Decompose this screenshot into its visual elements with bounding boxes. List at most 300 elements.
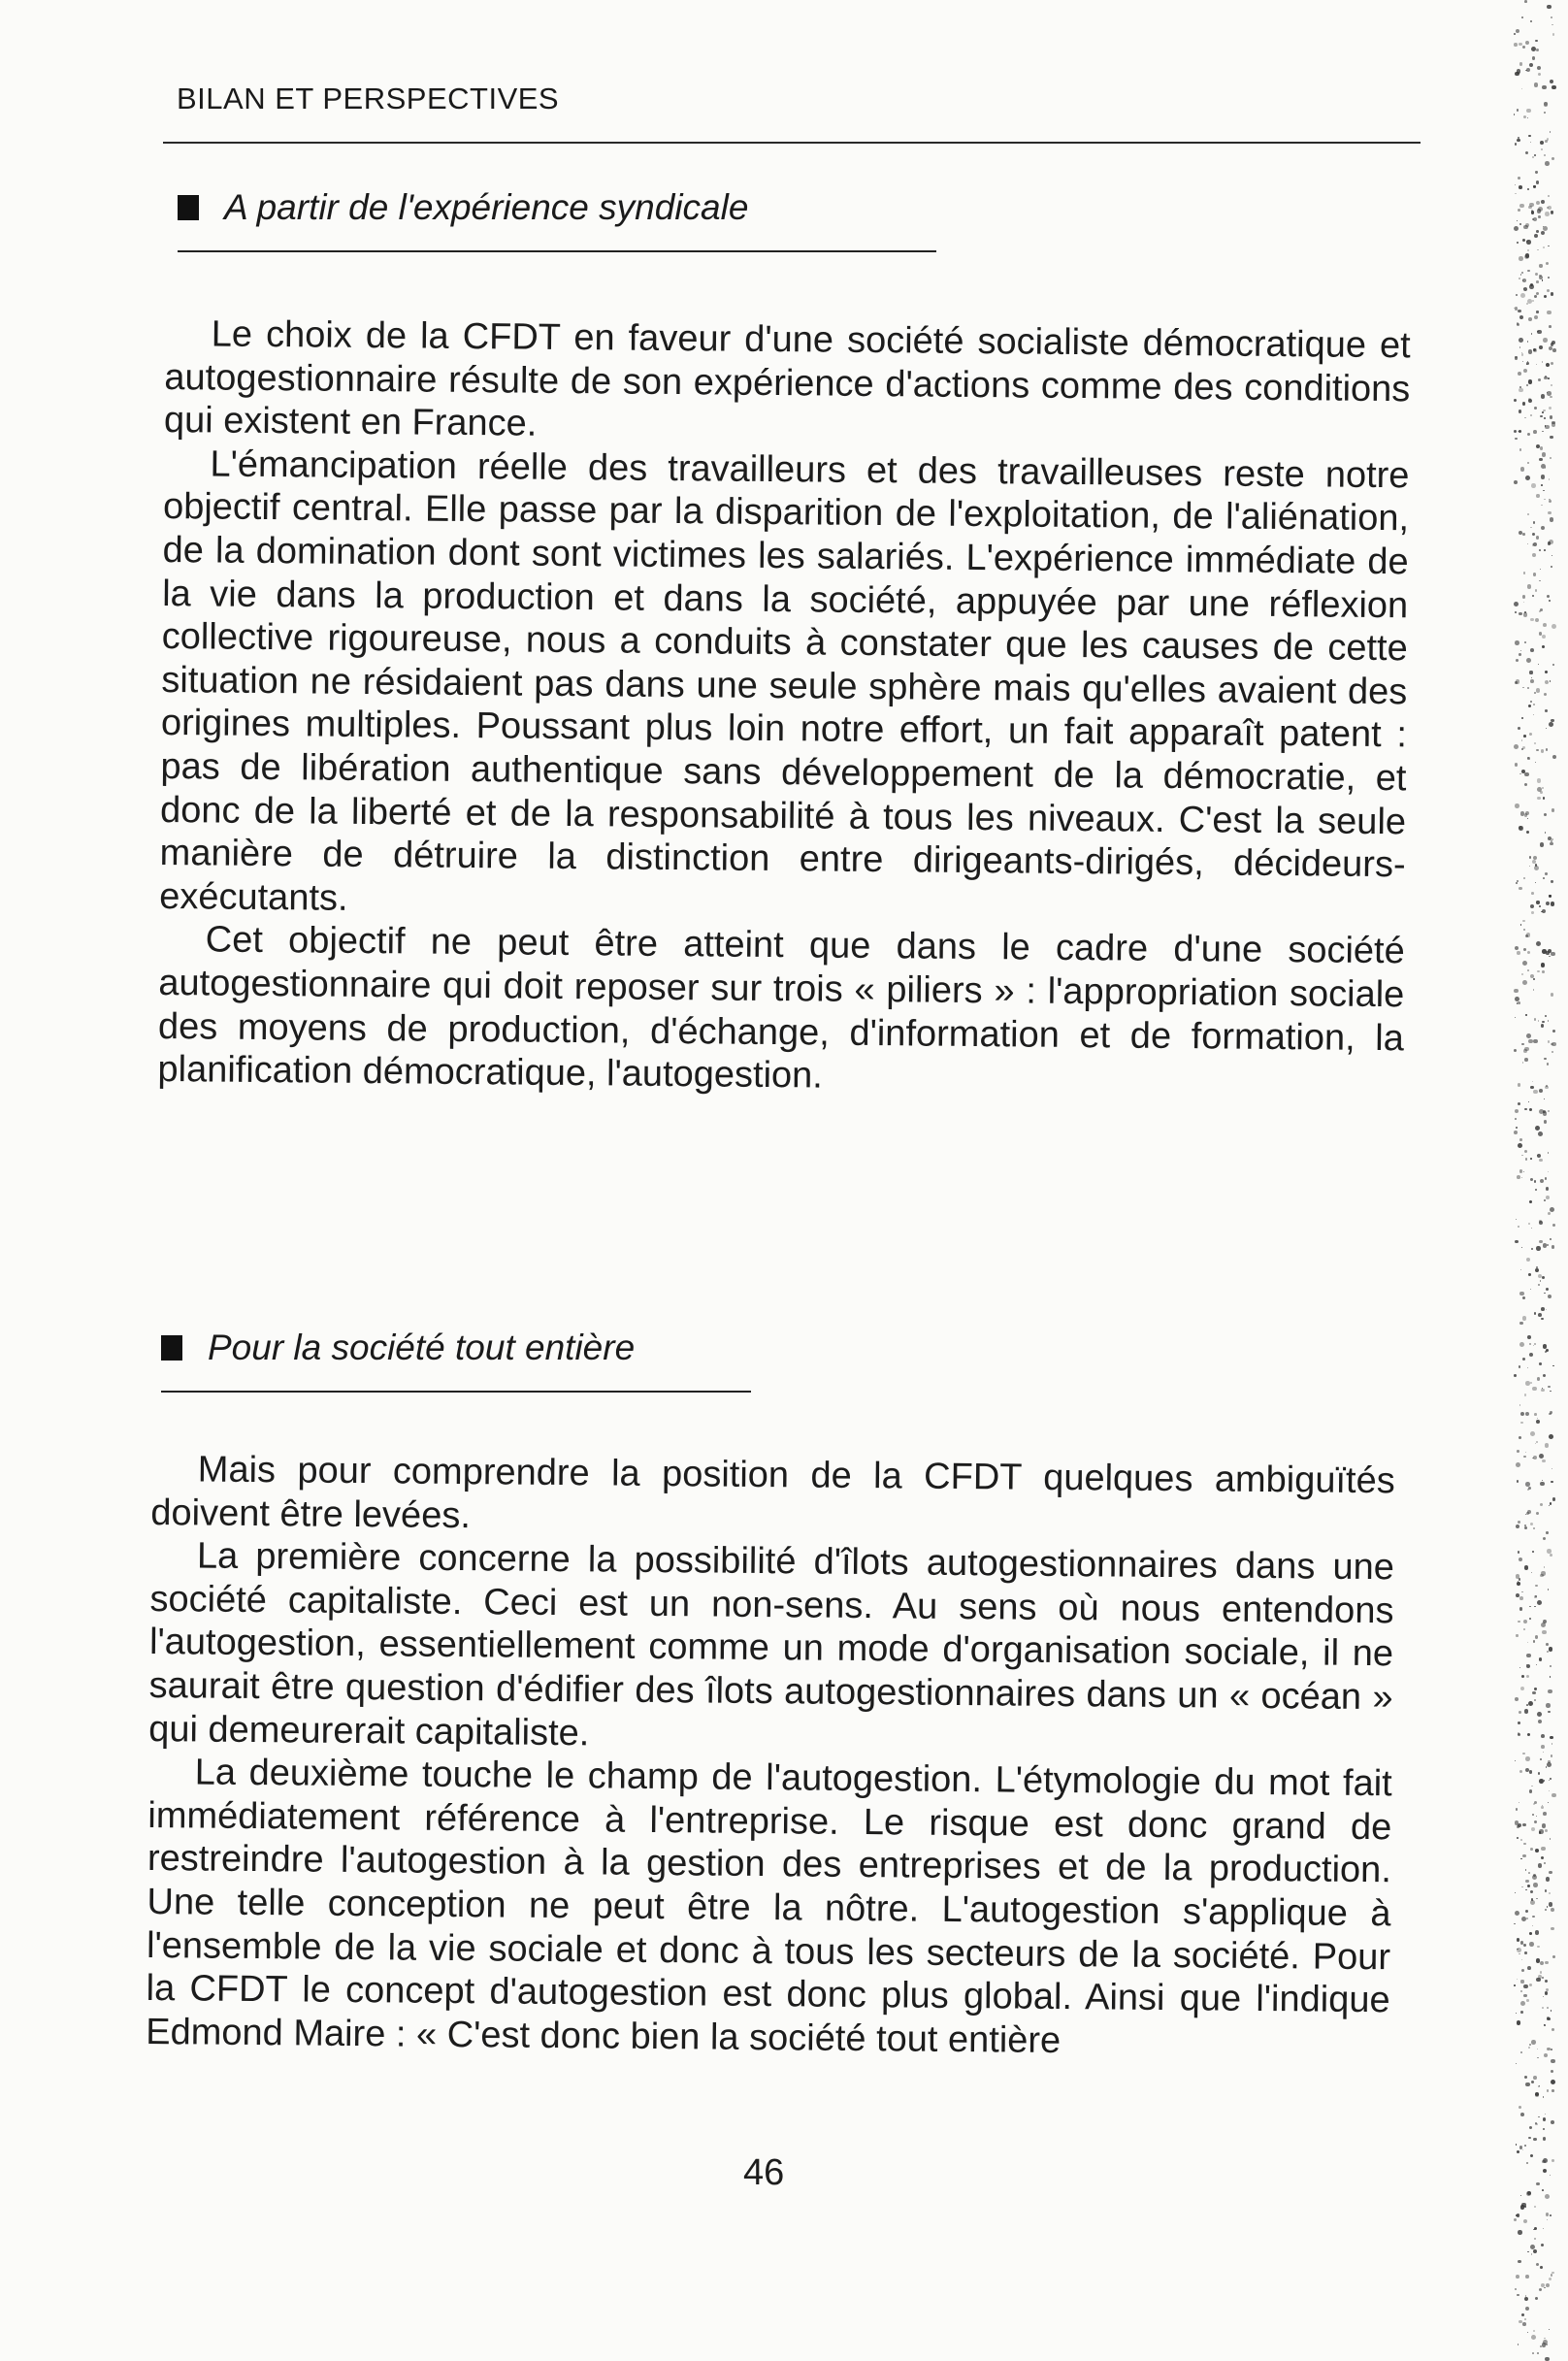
scan-speck — [1552, 157, 1554, 160]
scan-speck — [1552, 33, 1554, 35]
scan-speck — [1518, 177, 1520, 180]
scan-speck — [1518, 372, 1521, 376]
scan-speck — [1522, 687, 1524, 689]
scan-speck — [1520, 2001, 1525, 2006]
scan-speck — [1519, 826, 1523, 831]
scan-speck — [1544, 1566, 1545, 1567]
scan-speck — [1548, 1040, 1551, 1043]
scan-speck — [1547, 1651, 1549, 1653]
scan-speck — [1530, 20, 1533, 23]
scan-speck — [1536, 280, 1539, 283]
scan-speck — [1530, 618, 1534, 622]
scan-speck — [1539, 1089, 1543, 1093]
scan-speck — [1518, 209, 1520, 212]
scan-speck — [1535, 273, 1538, 276]
scan-speck — [1536, 941, 1541, 946]
scan-speck — [1526, 384, 1528, 386]
scan-speck — [1533, 2249, 1537, 2253]
scan-speck — [1536, 49, 1539, 51]
scan-speck — [1551, 2070, 1553, 2073]
scan-speck — [1545, 212, 1549, 215]
scan-speck — [1541, 1623, 1546, 1627]
scan-speck — [1528, 135, 1530, 137]
scan-speck — [1519, 887, 1521, 890]
heading-square-icon — [178, 195, 199, 220]
scan-speck — [1545, 2357, 1550, 2361]
scan-speck — [1533, 1090, 1538, 1095]
scan-speck — [1542, 1977, 1544, 1979]
scan-speck — [1523, 1843, 1526, 1846]
scan-speck — [1517, 109, 1519, 111]
scan-speck — [1543, 1812, 1547, 1816]
scan-speck — [1548, 277, 1550, 279]
scan-speck — [1538, 1863, 1543, 1868]
scan-speck — [1525, 2307, 1529, 2311]
scan-speck — [1516, 294, 1518, 296]
scan-speck — [1514, 1984, 1516, 1986]
scan-speck — [1527, 270, 1530, 273]
scan-speck — [1528, 399, 1532, 403]
scan-speck — [1547, 2048, 1550, 2050]
scan-speck — [1525, 1756, 1530, 1761]
scan-speck — [1528, 2137, 1530, 2139]
scan-speck — [1539, 264, 1542, 267]
scan-speck — [1521, 739, 1522, 740]
scan-speck — [1534, 2227, 1537, 2230]
scan-speck — [1545, 1980, 1548, 1983]
scan-speck — [1521, 1886, 1522, 1887]
scan-speck — [1537, 249, 1539, 251]
scan-speck — [1538, 1020, 1539, 1021]
scan-speck — [1543, 623, 1547, 627]
scan-speck — [1522, 533, 1525, 536]
scan-speck — [1515, 193, 1517, 195]
scan-speck — [1538, 1313, 1542, 1317]
scan-speck — [1519, 1322, 1523, 1326]
section-heading-text: A partir de l'expérience syndicale — [224, 187, 749, 227]
scan-speck — [1552, 624, 1556, 629]
scan-speck — [1520, 924, 1521, 925]
scan-speck — [1544, 2053, 1548, 2057]
scan-speck — [1533, 573, 1537, 576]
scan-speck — [1524, 1951, 1527, 1954]
scan-speck — [1543, 2169, 1547, 2173]
scan-speck — [1536, 749, 1539, 752]
scan-speck — [1546, 1288, 1549, 1291]
scan-speck — [1546, 1349, 1549, 1352]
scan-speck — [1551, 952, 1554, 956]
scan-speck — [1525, 2082, 1530, 2087]
scan-speck — [1534, 1820, 1537, 1823]
scan-speck — [1516, 2063, 1517, 2064]
scan-speck — [1542, 970, 1545, 973]
scan-speck — [1521, 1591, 1522, 1592]
scan-speck — [1548, 1711, 1551, 1714]
scan-speck — [1536, 311, 1538, 312]
scan-speck — [1549, 500, 1552, 503]
page-number: 46 — [743, 2152, 785, 2193]
scan-speck — [1521, 1247, 1522, 1248]
scan-speck — [1544, 112, 1546, 114]
scan-speck — [1536, 688, 1540, 692]
scan-speck — [1551, 16, 1552, 18]
scan-speck — [1538, 1772, 1540, 1774]
scan-speck — [1520, 1990, 1522, 1992]
scan-speck — [1535, 589, 1538, 592]
scan-speck — [1550, 1502, 1552, 1504]
scan-speck — [1521, 1959, 1522, 1960]
scan-speck — [1552, 1030, 1555, 1033]
scan-speck — [1537, 970, 1540, 973]
scan-speck — [1548, 1171, 1549, 1172]
scan-speck — [1535, 762, 1536, 763]
scan-speck — [1548, 511, 1552, 515]
scan-speck — [1548, 1020, 1550, 1022]
scan-speck — [1517, 1480, 1519, 1482]
scan-speck — [1532, 1551, 1534, 1553]
scan-speck — [1541, 749, 1545, 753]
scan-speck — [1537, 2057, 1538, 2058]
scan-speck — [1527, 584, 1532, 589]
scan-speck — [1518, 1143, 1522, 1148]
scan-speck — [1518, 1722, 1520, 1724]
scan-speck — [1534, 1180, 1536, 1182]
scan-speck — [1524, 1565, 1528, 1569]
scan-speck — [1551, 2010, 1552, 2012]
scan-speck — [1529, 284, 1533, 288]
scan-speck — [1519, 315, 1523, 319]
scan-speck — [1519, 2146, 1523, 2149]
scan-speck — [1534, 82, 1539, 87]
scan-speck — [1514, 1923, 1516, 1925]
scan-speck — [1547, 1063, 1550, 1066]
scan-speck — [1534, 1606, 1535, 1607]
scan-speck — [1544, 295, 1547, 298]
scan-speck — [1531, 1898, 1534, 1901]
scan-speck — [1521, 1917, 1526, 1921]
scan-speck — [1546, 1643, 1549, 1646]
scan-speck — [1519, 410, 1521, 412]
scan-speck — [1529, 733, 1532, 736]
scan-speck — [1514, 43, 1518, 47]
scan-speck — [1531, 2081, 1534, 2083]
scan-speck — [1547, 1906, 1548, 1907]
scan-speck — [1541, 200, 1545, 204]
scan-speck — [1530, 1523, 1533, 1525]
scan-speck — [1519, 1578, 1520, 1580]
scan-speck — [1541, 1307, 1545, 1311]
scan-speck — [1517, 322, 1519, 325]
scan-speck — [1515, 1118, 1517, 1120]
scan-speck — [1552, 1042, 1556, 1047]
scan-speck — [1536, 1664, 1537, 1665]
scan-speck — [1543, 2228, 1544, 2229]
scan-speck — [1550, 457, 1552, 459]
scan-speck — [1517, 1582, 1520, 1586]
scan-speck — [1529, 671, 1532, 673]
scan-speck — [1520, 2113, 1524, 2116]
scan-speck — [1528, 1039, 1533, 1044]
running-head-rule — [163, 142, 1421, 144]
scan-speck — [1542, 635, 1546, 639]
scan-speck — [1525, 1158, 1528, 1161]
scan-speck — [1535, 171, 1537, 173]
scan-speck — [1536, 2263, 1539, 2266]
scan-speck — [1515, 1017, 1516, 1018]
scan-speck — [1524, 1108, 1527, 1111]
scan-speck — [1541, 963, 1545, 967]
scan-speck — [1531, 1248, 1533, 1250]
scan-speck — [1531, 2335, 1536, 2340]
scan-speck — [1532, 533, 1535, 536]
scan-speck — [1533, 1039, 1538, 1044]
scan-speck — [1530, 2154, 1533, 2157]
scan-speck — [1527, 188, 1529, 190]
scan-speck — [1548, 1212, 1551, 1215]
scan-speck — [1514, 114, 1515, 115]
scan-speck — [1523, 612, 1527, 616]
scan-speck — [1526, 109, 1531, 114]
scan-speck — [1524, 2076, 1527, 2079]
scan-speck — [1544, 2287, 1545, 2288]
section-body-experience — [157, 312, 1411, 1103]
scan-speck — [1514, 430, 1517, 433]
scan-speck — [1530, 1158, 1532, 1160]
scan-speck — [1549, 2329, 1550, 2330]
scan-speck — [1540, 608, 1543, 611]
scan-speck — [1524, 2206, 1526, 2208]
scan-speck — [1519, 43, 1521, 46]
scan-speck — [1544, 154, 1546, 156]
scan-speck — [1542, 1021, 1544, 1023]
scan-speck — [1522, 1296, 1526, 1300]
scan-speck — [1514, 744, 1519, 749]
scan-speck — [1536, 1816, 1537, 1817]
scan-speck — [1547, 1549, 1551, 1553]
scan-speck — [1521, 2313, 1524, 2316]
scan-speck — [1519, 278, 1520, 279]
scan-speck — [1545, 1909, 1547, 1911]
scan-speck — [1535, 882, 1536, 883]
scan-speck — [1523, 877, 1525, 879]
scan-speck — [1545, 1086, 1548, 1089]
scan-speck — [1526, 364, 1527, 365]
scan-speck — [1518, 727, 1520, 730]
scan-speck — [1524, 1526, 1528, 1530]
scan-speck — [1526, 1999, 1529, 2002]
scan-speck — [1529, 856, 1532, 859]
scan-speck — [1525, 475, 1530, 480]
scan-speck — [1517, 2020, 1521, 2025]
scan-speck — [1552, 348, 1556, 352]
scan-speck — [1552, 1245, 1554, 1248]
scan-speck — [1542, 85, 1546, 89]
scan-speck — [1528, 317, 1532, 321]
scan-speck — [1529, 1984, 1533, 1987]
scan-speck — [1548, 1386, 1551, 1389]
scan-speck — [1525, 1381, 1530, 1386]
scan-speck — [1551, 211, 1554, 214]
scan-speck — [1538, 73, 1541, 76]
scan-speck — [1524, 783, 1527, 786]
scan-speck — [1549, 1892, 1551, 1894]
scan-speck — [1524, 1058, 1528, 1062]
scan-speck — [1534, 692, 1536, 694]
scan-speck — [1530, 1289, 1531, 1290]
scan-speck — [1533, 430, 1537, 434]
scan-speck — [1541, 1745, 1545, 1749]
scan-speck — [1550, 517, 1553, 521]
scan-speck — [1541, 1024, 1545, 1028]
scan-speck — [1551, 2120, 1554, 2124]
scan-speck — [1535, 1585, 1538, 1588]
scan-speck — [1526, 1918, 1528, 1919]
scan-speck — [1541, 505, 1543, 507]
scan-speck — [1519, 1558, 1522, 1561]
scan-speck — [1521, 717, 1523, 719]
scan-speck — [1533, 217, 1537, 221]
scan-speck — [1518, 2260, 1520, 2263]
scan-speck — [1522, 1854, 1526, 1858]
scan-speck — [1521, 88, 1522, 89]
scan-speck — [1517, 2150, 1519, 2153]
scan-speck — [1524, 2145, 1526, 2147]
scan-speck — [1549, 1871, 1552, 1874]
scan-speck — [1522, 2149, 1523, 2150]
scan-speck — [1528, 1487, 1531, 1490]
scan-speck — [1539, 345, 1543, 349]
scan-speck — [1552, 2028, 1554, 2031]
scan-speck — [1547, 289, 1550, 292]
scan-speck — [1521, 16, 1523, 18]
scan-speck — [1516, 2013, 1517, 2014]
scan-speck — [1552, 1497, 1555, 1500]
scan-speck — [1539, 1829, 1544, 1834]
scan-speck — [1518, 1551, 1520, 1554]
scan-speck — [1518, 2230, 1521, 2234]
scan-speck — [1534, 1413, 1537, 1416]
scan-speck — [1514, 1374, 1517, 1377]
scan-speck — [1516, 2144, 1517, 2145]
scan-speck — [1527, 757, 1530, 760]
scan-speck — [1520, 2205, 1524, 2209]
scan-speck — [1533, 1345, 1534, 1346]
scan-speck — [1540, 446, 1544, 450]
scan-speck — [1536, 901, 1539, 903]
scan-speck — [1533, 1883, 1537, 1886]
scan-speck — [1523, 948, 1526, 951]
scan-speck — [1543, 1537, 1546, 1540]
scan-speck — [1549, 1780, 1550, 1781]
scan-speck — [1522, 1316, 1526, 1320]
scan-speck — [1551, 384, 1552, 386]
scan-speck — [1550, 80, 1553, 83]
scan-speck — [1543, 490, 1544, 491]
scan-speck — [1547, 2219, 1548, 2220]
scan-speck — [1540, 1179, 1544, 1183]
scan-speck — [1515, 946, 1519, 950]
scan-speck — [1542, 2189, 1544, 2191]
scan-speck — [1534, 2206, 1535, 2207]
scan-speck — [1536, 2182, 1540, 2186]
scan-speck — [1522, 46, 1525, 49]
scan-speck — [1545, 161, 1550, 166]
scan-speck — [1535, 40, 1538, 43]
scan-speck — [1535, 2297, 1538, 2300]
scan-speck — [1535, 1930, 1540, 1935]
scan-speck — [1535, 2092, 1539, 2096]
scan-speck — [1519, 1342, 1524, 1347]
scan-speck — [1547, 1244, 1549, 1246]
scan-speck — [1515, 1820, 1519, 1824]
scan-speck — [1534, 315, 1538, 319]
scan-speck — [1527, 1367, 1528, 1368]
scan-speck — [1516, 1462, 1520, 1467]
scan-speck — [1516, 659, 1519, 662]
scan-speck — [1540, 791, 1543, 794]
scan-speck — [1515, 681, 1517, 683]
scan-speck — [1531, 677, 1532, 678]
scan-speck — [1529, 1942, 1534, 1947]
scan-speck — [1525, 151, 1528, 154]
scan-speck — [1543, 338, 1548, 343]
scan-speck — [1530, 904, 1534, 908]
scan-speck — [1546, 2213, 1549, 2215]
scan-speck — [1515, 611, 1517, 613]
scan-speck — [1540, 842, 1545, 847]
scan-speck — [1547, 391, 1552, 396]
scan-speck — [1547, 138, 1550, 141]
scan-speck — [1550, 1391, 1552, 1393]
scan-speck — [1527, 1335, 1531, 1339]
scan-speck — [1530, 1890, 1533, 1893]
scan-speck — [1522, 402, 1526, 406]
scan-speck — [1552, 1365, 1554, 1367]
scan-speck — [1549, 600, 1551, 602]
scan-speck — [1519, 1711, 1521, 1714]
scan-speck — [1549, 1505, 1550, 1506]
scan-speck — [1519, 223, 1520, 224]
scan-speck — [1515, 143, 1517, 145]
scan-speck — [1519, 1169, 1522, 1172]
scan-speck — [1520, 650, 1522, 652]
section-heading-text: Pour la société tout entière — [208, 1328, 636, 1367]
scan-speck — [1528, 2047, 1530, 2049]
scan-speck — [1552, 2159, 1554, 2162]
section-heading-society — [161, 1328, 635, 1368]
scan-speck — [1543, 1374, 1546, 1377]
scan-speck — [1526, 658, 1531, 663]
scan-speck — [1527, 117, 1528, 118]
scan-speck — [1548, 949, 1552, 953]
scan-speck — [1539, 1221, 1543, 1225]
scan-speck — [1526, 240, 1531, 245]
scan-speck — [1539, 1240, 1542, 1243]
scan-speck — [1541, 2244, 1544, 2246]
scan-speck — [1515, 1697, 1519, 1701]
scan-speck — [1544, 499, 1546, 501]
scan-speck — [1546, 1196, 1550, 1199]
scan-speck — [1541, 148, 1543, 150]
scan-speck — [1543, 2137, 1546, 2140]
scan-speck — [1530, 679, 1534, 683]
scan-speck — [1519, 62, 1522, 65]
scan-speck — [1552, 808, 1555, 812]
scan-speck — [1539, 275, 1541, 277]
running-head: BILAN ET PERSPECTIVES — [177, 82, 560, 115]
scan-speck — [1518, 1102, 1520, 1105]
scan-speck — [1550, 415, 1552, 418]
